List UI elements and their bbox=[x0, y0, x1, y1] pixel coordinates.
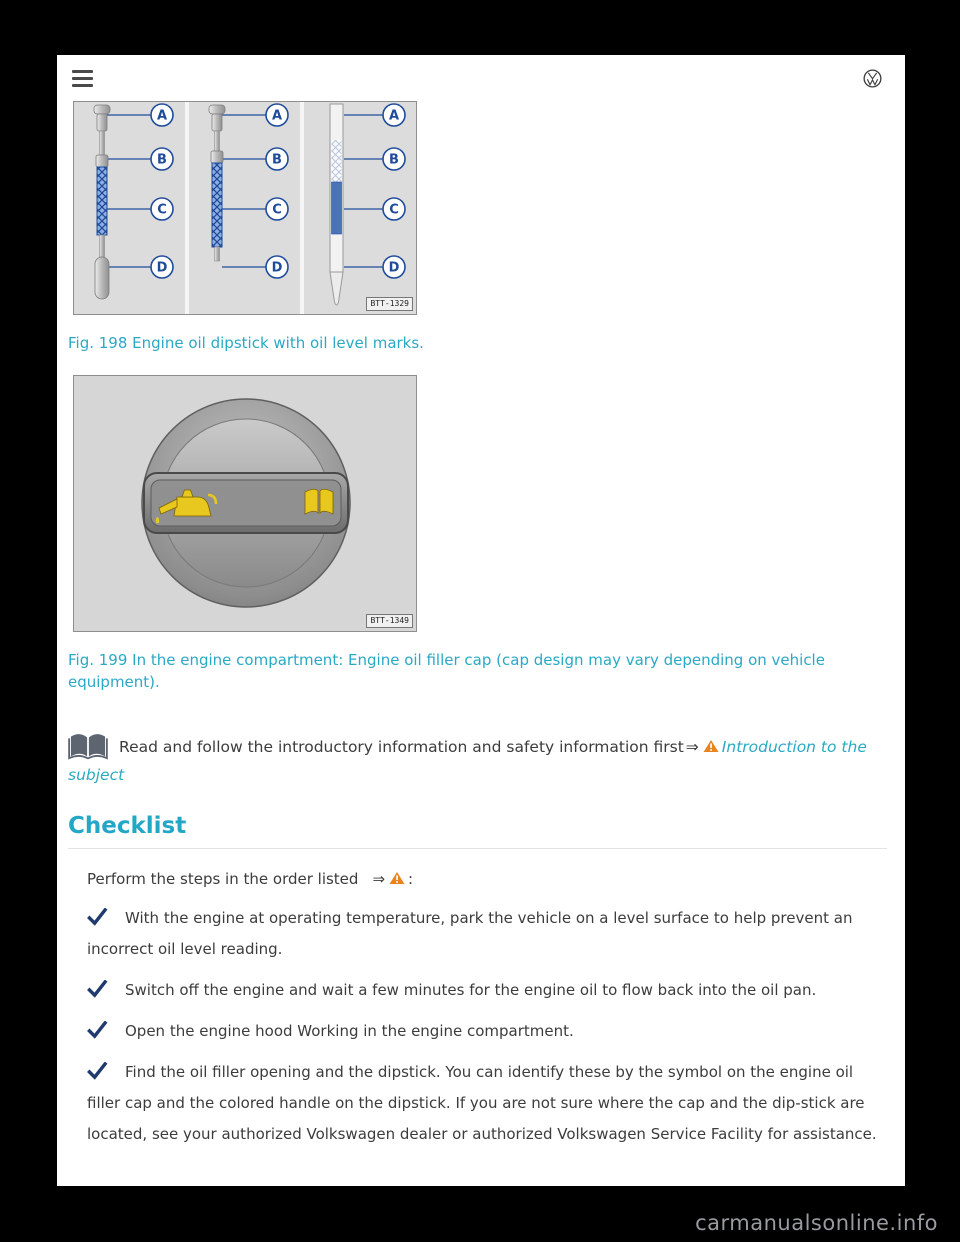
checklist-section bbox=[68, 849, 887, 1150]
checklist-item bbox=[87, 975, 887, 1006]
dipstick-mark-label: C bbox=[272, 202, 282, 218]
colon: : bbox=[408, 870, 414, 888]
dipstick-mark-label: A bbox=[388, 108, 400, 124]
dipstick-mark-label: C bbox=[389, 202, 399, 218]
checklist-item-text: Find the oil filler opening and the dipstick. You can identify these by the symbol on the engine oil filler cap and the colored handle on the dipstick. If you are not sure where the cap and the dip-stick are located, see your authorized Volkswagen dealer or authorized Volkswagen Service Facility for assistance. bbox=[87, 1063, 877, 1143]
checkmark-icon bbox=[87, 1016, 125, 1047]
manual-page bbox=[57, 55, 905, 1186]
vw-logo-icon[interactable] bbox=[863, 69, 882, 88]
checklist-item bbox=[87, 903, 887, 965]
menu-icon[interactable] bbox=[70, 68, 95, 89]
dipstick-mark-label: D bbox=[388, 260, 400, 276]
dipstick-mark-label: A bbox=[156, 108, 168, 124]
checklist-item-text: With the engine at operating temperature, park the vehicle on a level surface to help prevent an incorrect oil level reading. bbox=[87, 909, 853, 958]
checklist-item-text: Open the engine hood Working in the engine compartment. bbox=[125, 1022, 574, 1040]
checklist-item bbox=[87, 1016, 887, 1047]
image-code-label: BTT-1329 bbox=[366, 297, 413, 311]
reference-arrow: ⇒ bbox=[372, 870, 386, 888]
dipstick-diagram bbox=[74, 102, 416, 314]
warning-icon bbox=[703, 733, 719, 761]
read-note-text: Read and follow the introductory information and safety information first bbox=[119, 738, 684, 756]
reference-arrow: ⇒ bbox=[685, 738, 699, 756]
dipstick-mark-label: D bbox=[156, 260, 168, 276]
read-note bbox=[68, 733, 887, 789]
figure-199 bbox=[68, 375, 887, 693]
figure-198 bbox=[68, 101, 887, 354]
dipstick-mark-label: A bbox=[271, 108, 283, 124]
checkmark-icon bbox=[87, 975, 125, 1006]
warning-icon bbox=[389, 867, 405, 891]
fig-198-image bbox=[73, 101, 417, 315]
watermark-link[interactable]: carmanualsonline.info bbox=[695, 1211, 938, 1235]
dipstick-mark-label: D bbox=[271, 260, 283, 276]
perform-text: Perform the steps in the order listed bbox=[87, 870, 359, 888]
dipstick-mark-label: B bbox=[389, 152, 399, 168]
fig-199-image bbox=[73, 375, 417, 632]
checklist-heading: Checklist bbox=[68, 813, 887, 849]
dipstick-mark-label: B bbox=[272, 152, 282, 168]
image-code-label: BTT-1349 bbox=[366, 614, 413, 628]
oil-filler-cap-image bbox=[74, 376, 416, 631]
perform-line bbox=[87, 867, 887, 891]
checklist-item bbox=[87, 1057, 887, 1150]
page-header bbox=[68, 55, 887, 101]
fig-199-caption: Fig. 199 In the engine compartment: Engine oil filler cap (cap design may vary depending on vehicle equipment). bbox=[68, 651, 825, 691]
checklist-item-text: Switch off the engine and wait a few minutes for the engine oil to flow back into the oil pan. bbox=[125, 981, 817, 999]
fig-198-caption: Fig. 198 Engine oil dipstick with oil level marks. bbox=[68, 334, 424, 352]
dipstick-mark-label: B bbox=[157, 152, 167, 168]
checkmark-icon bbox=[87, 1057, 125, 1088]
introduction-link[interactable]: Introduction to the subject bbox=[68, 738, 867, 784]
open-book-icon bbox=[68, 733, 119, 761]
dipstick-mark-label: C bbox=[157, 202, 167, 218]
checkmark-icon bbox=[87, 903, 125, 934]
